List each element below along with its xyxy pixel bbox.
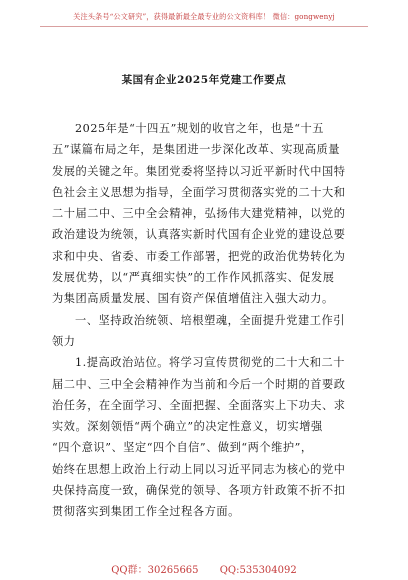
body-text-line: 二十届二中、三中全会精神，弘扬伟大建党精神，以党的 xyxy=(52,207,346,221)
header-divider xyxy=(40,26,368,27)
body-text-line: 发展优势，以“严真细实快”的工作作风抓落实、促发展 xyxy=(52,271,335,285)
body-text-line: 为集团高质量发展、国有资产保值增值注入强大动力。 xyxy=(52,292,334,306)
body-text-line: 发展的关键之年。集团党委将坚持以习近平新时代中国特 xyxy=(52,164,346,178)
body-text-line: 2025年是“十四五”规划的收官之年，也是“十五 xyxy=(75,122,325,135)
body-text-line: 始终在思想上政治上行动上同以习近平同志为核心的党中 xyxy=(52,462,346,476)
document-body xyxy=(52,118,356,523)
body-text-line: 求和中央、省委、市委工作部署，把党的政治优势转化为 xyxy=(52,249,346,263)
promo-banner[interactable]: 关注头条号“公文研究”，获得最新最全最专业的公文资料库！ 微信：gongwenyj xyxy=(73,12,335,21)
body-text-line: 央保持高度一致，确保党的领导、各项方针政策不折不扣 xyxy=(52,484,346,498)
footer-contact xyxy=(0,561,408,576)
body-text-line: “四个意识”、坚定“四个自信”、做到“两个维护”， xyxy=(52,441,313,455)
document-title: 某国有企业2025年党建工作要点 xyxy=(121,74,287,86)
body-text-line: 一、坚持政治统领、培根塑魂，全面提升党建工作引 xyxy=(75,313,345,327)
body-text-line: 贯彻落实到集团工作全过程各方面。 xyxy=(52,505,240,519)
body-text-line: 政治建设为统领，认真落实新时代国有企业党的建设总要 xyxy=(52,228,346,242)
body-text-line: 治任务，在全面学习、全面把握、全面落实上下功夫、求 xyxy=(52,398,346,412)
qq-group-number[interactable]: QQ群：30265665 xyxy=(111,565,199,576)
body-text-line: 五”谋篇布局之年，是集团进一步深化改革、实现高质量 xyxy=(52,143,340,157)
body-text-line: 领力 xyxy=(52,334,76,348)
body-text-line: 实效。深刻领悟“两个确立”的决定性意义，切实增强 xyxy=(52,420,323,434)
body-text-line: 色社会主义思想为指导，全面学习贯彻落实党的二十大和 xyxy=(52,185,346,199)
body-text-line: 届二中、三中全会精神作为当前和今后一个时期的首要政 xyxy=(52,377,346,391)
qq-contact-number[interactable]: QQ:535304092 xyxy=(219,565,297,576)
body-text-line: 1.提高政治站位。将学习宣传贯彻党的二十大和二十 xyxy=(75,356,346,370)
